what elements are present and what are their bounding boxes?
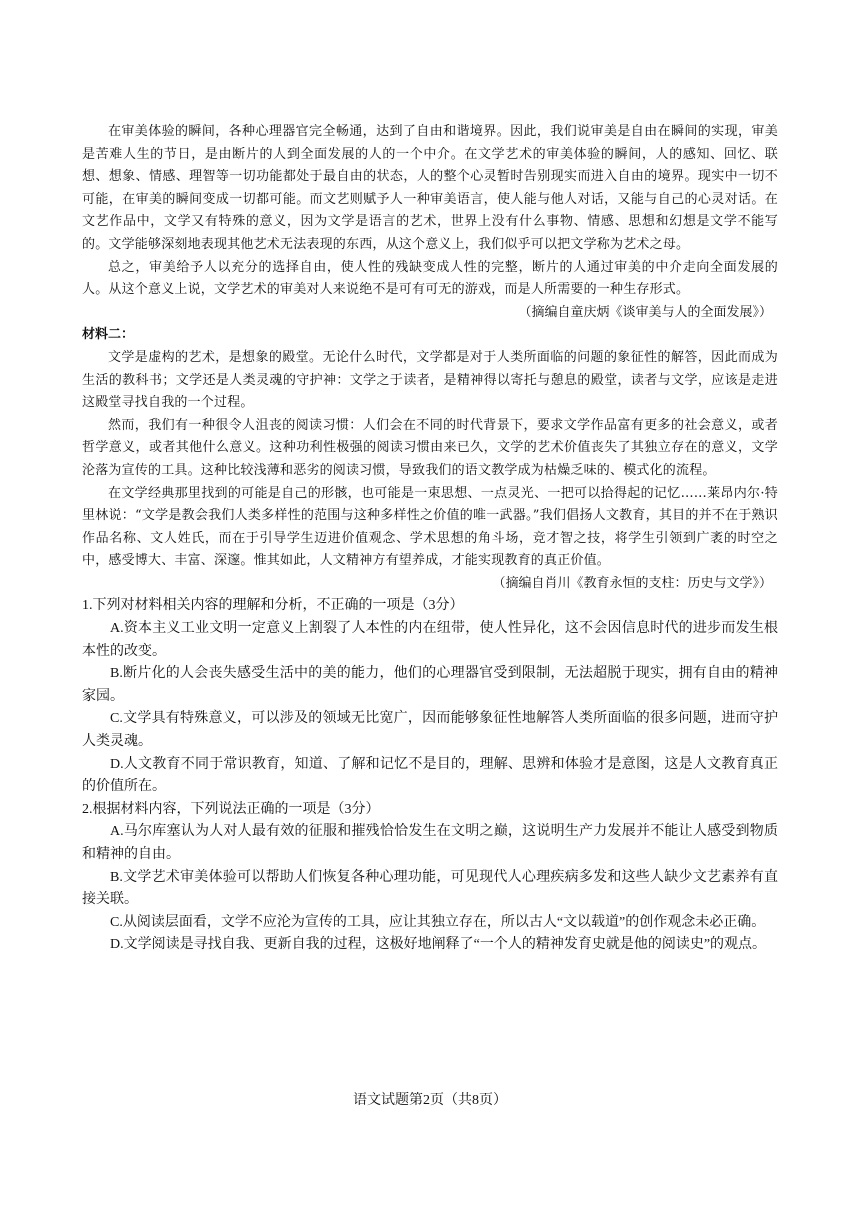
question-stem: 2.根据材料内容，下列说法正确的一项是（3分） xyxy=(82,801,380,817)
material-two-paragraph: 文学是虚构的艺术，是想象的殿堂。无论什么时代，文学都是对于人类所面临的问题的象征性的解答，因此而成为生活的教科书；文学还是人类灵魂的守护神：文学之于读者，是精神得以寄托与憩息的殿堂，读者与文学，应该是走进这殿堂寻找自我的一个过程。 xyxy=(82,349,778,411)
answer-option-b[interactable]: B.文学艺术审美体验可以帮助人们恢复各种心理功能，可见现代人心理疾病多发和这些人缺少文艺素养有直接关联。 xyxy=(82,869,778,908)
material-two-heading: 材料二： xyxy=(82,327,135,343)
material-one-paragraph: 总之，审美给予人以充分的选择自由，使人性的残缺变成人性的完整，断片的人通过审美的中介走向全面发展的人。从这个意义上说，文学艺术的审美对人来说绝不是可有可无的游戏，而是人所需要的一种生存形式。 xyxy=(82,259,778,298)
answer-option-d[interactable]: D.文学阅读是寻找自我、更新自我的过程，这极好地阐释了“一个人的精神发育史就是他的阅读史”的观点。 xyxy=(110,937,767,953)
answer-option-d[interactable]: D.人文教育不同于常识教育，知道、了解和记忆不是目的，理解、思辨和体验才是意图，这是人文教育真正的价值所在。 xyxy=(82,756,778,795)
page-footer: 语文试题第2页（共8页） xyxy=(353,1093,507,1108)
material-one-source: （摘编自童庆炳《谈审美与人的全面发展》） xyxy=(518,304,772,320)
answer-option-a[interactable]: A.资本主义工业文明一定意义上割裂了人本性的内在纽带，使人性异化，这不会因信息时代的进步而发生根本性的改变。 xyxy=(82,621,778,659)
answer-option-c[interactable]: C.从阅读层面看，文学不应沦为宣传的工具，应让其独立存在，所以古人“文以载道”的创作观念未必正确。 xyxy=(110,914,766,930)
material-two-paragraph: 然而，我们有一种很令人沮丧的阅读习惯：人们会在不同的时代背景下，要求文学作品富有更多的社会意义，或者哲学意义，或者其他什么意义。这种功利性极强的阅读习惯由来已久，文学的艺术价值丧失了其独立存在的意义，文学沦落为宣传的工具。这种比较浅薄和恶劣的阅读习惯，导致我们的语文教学成为枯燥乏味的、模式化的流程。 xyxy=(82,417,778,478)
material-one-paragraph: 在审美体验的瞬间，各种心理器官完全畅通，达到了自由和谐境界。因此，我们说审美是自由在瞬间的实现，审美是苦难人生的节日，是由断片的人到全面发展的人的一个中介。在文学艺术的审美体验的瞬间，人的感知、回忆、联想、想象、情感、理智等一切功能都处于最自由的状态，人的整个心灵暂时告别现实而进入自由的境界。现实中一切不可能，在审美的瞬间变成一切都可能。而文艺则赋予人一种审美语言，使人能与他人对话，又能与自己的心灵对话。在文艺作品中，文学又有特殊的意义，因为文学是语言的艺术，世界上没有什么事物、情感、思想和幻想是文学不能写的。文学能够深刻地表现其他艺术无法表现的东西，从这个意义上，我们似乎可以把文学称为艺术之母。 xyxy=(82,124,778,252)
question-1 xyxy=(82,595,778,798)
material-two xyxy=(82,324,778,595)
question-2 xyxy=(82,799,778,957)
answer-option-a[interactable]: A.马尔库塞认为人对人最有效的征服和摧残恰恰发生在文明之巅，这说明生产力发展并不能让人感受到物质和精神的自由。 xyxy=(82,824,778,862)
material-two-paragraph: 在文学经典那里找到的可能是自己的形骸，也可能是一束思想、一点灵光、一把可以拾得起的记忆……莱昂内尔·特里林说：“文学是教会我们人类多样性的范围与这种多样性之价值的唯一武器。”我们倡扬人文教育，其目的并不在于熟识作品名称、文人姓氏，而在于引导学生迈进价值观念、学术思想的角斗场，竞才智之技，将学生引领到广袤的时空之中，感受博大、丰富、深邃。惟其如此，人文精神方有望养成，才能实现教育的真正价值。 xyxy=(82,485,778,569)
question-stem: 1.下列对材料相关内容的理解和分析，不正确的一项是（3分） xyxy=(82,598,464,614)
answer-option-c[interactable]: C.文学具有特殊意义，可以涉及的领域无比宽广，因而能够象征性地解答人类所面临的很多问题，进而守护人类灵魂。 xyxy=(82,711,778,750)
exam-page-body xyxy=(82,121,778,957)
material-one-continued xyxy=(82,121,778,324)
answer-option-b[interactable]: B.断片化的人会丧失感受生活中的美的能力，他们的心理器官受到限制，无法超脱于现实，拥有自由的精神家园。 xyxy=(82,666,778,704)
material-two-source: （摘编自肖川《教育永恒的支柱：历史与文学》） xyxy=(492,575,772,591)
